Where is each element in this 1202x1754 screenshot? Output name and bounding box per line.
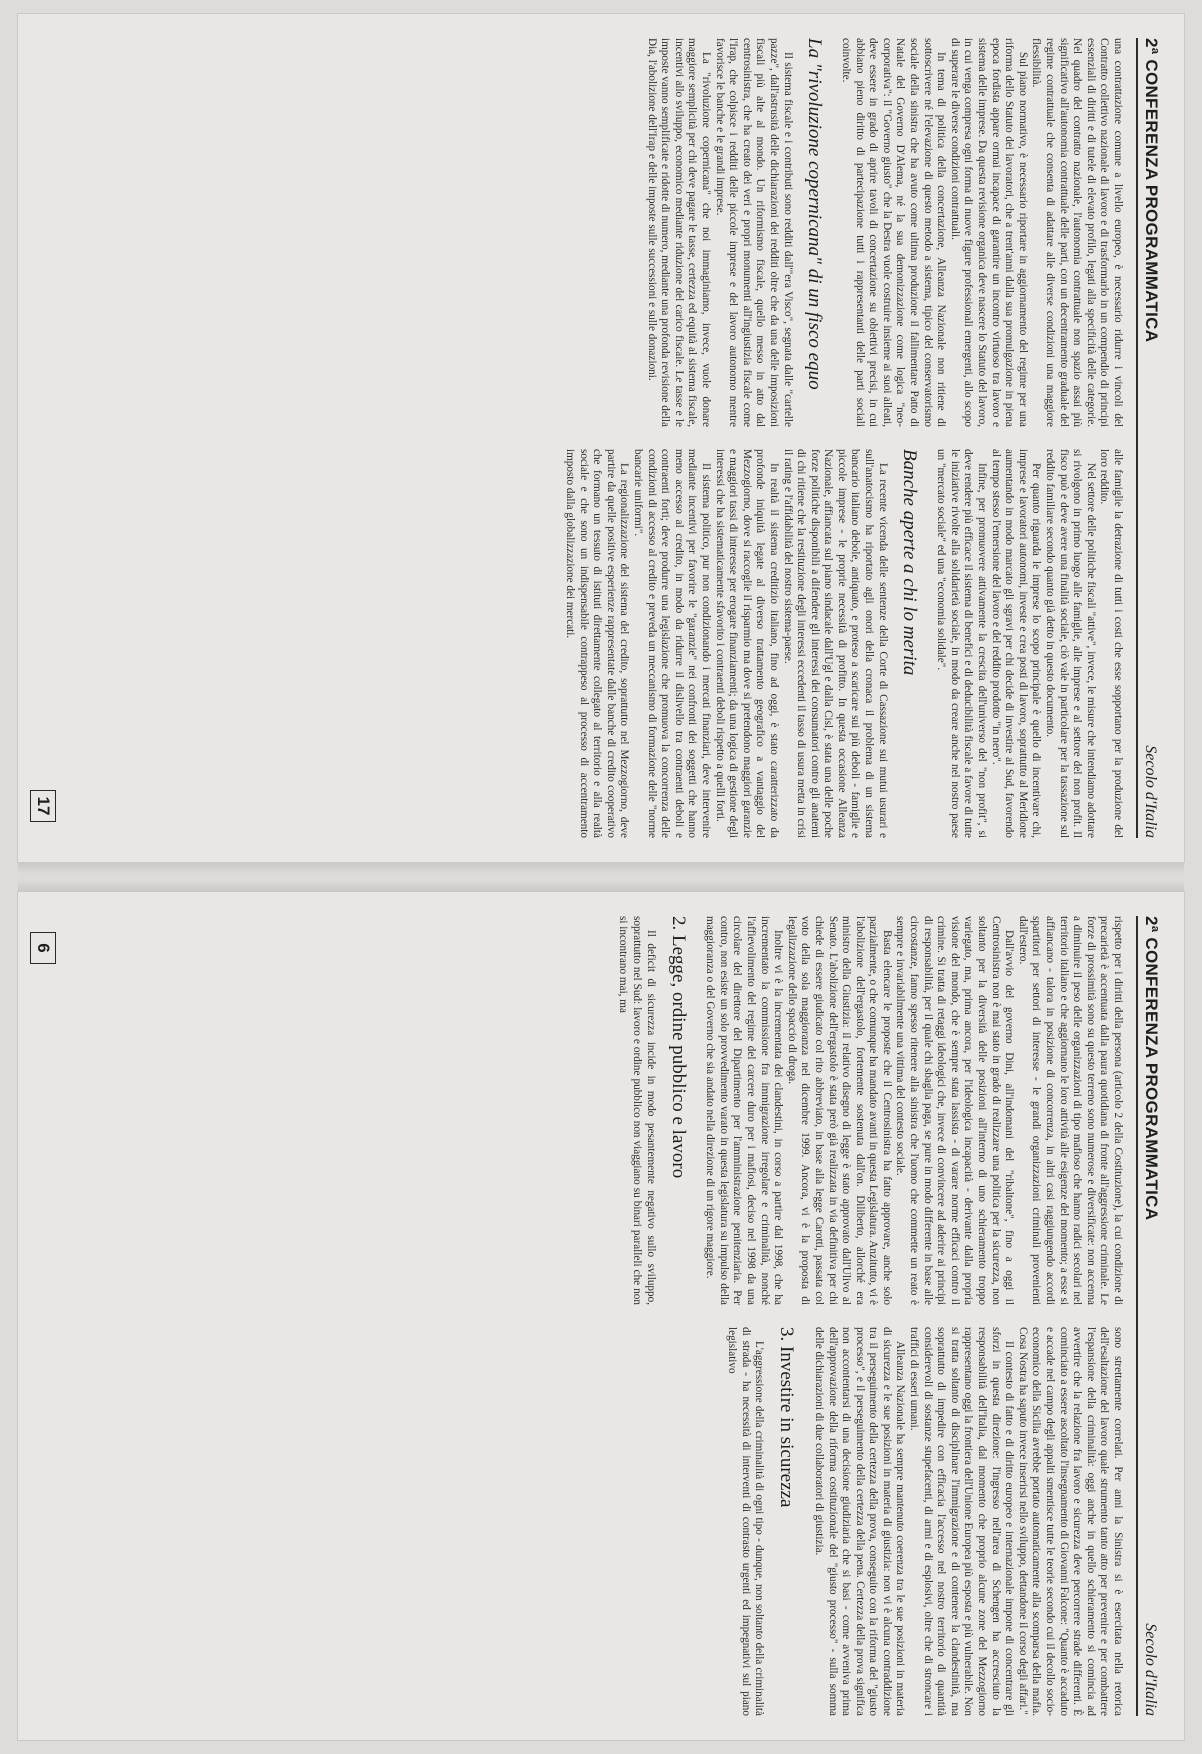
section-heading: La "rivoluzione copernicana" di un fisco equo bbox=[803, 38, 825, 390]
paragraph: Inoltre vi è la incrementata dei clandestini, in corso a partire dal 1998, che ha incrementato la commissione fra immigrazione irregolare e criminalità, nonché l'affievolimento del regime del carcere duro per i mafiosi, deciso nel 1998 da una circolare del direttore del Dipartimento per l'amministrazione penitenziaria. Per contro, non esiste un solo provvedimento varato in questa legislatura su impulso della maggioranza o del Governo che sia andato nella direzione di un rigore maggiore. bbox=[704, 916, 785, 1305]
section-heading: Banche aperte a chi lo merita bbox=[898, 449, 920, 676]
section-heading: 2. Legge, ordine pubblico e lavoro bbox=[667, 916, 689, 1179]
page-number: 6 bbox=[30, 932, 56, 964]
paragraph: Infine, per promuovere attivamente la crescita dell'universo del "non profit", si deve rendere più efficace il sistema di benefici e di deducibilità fiscale a favore di tutte le iniziative rivolte alla solidarietà sociale, in modo da creare anche nel nostro paese un "mercato sociale" ed una "economia solidale". bbox=[935, 449, 989, 838]
column-2 bbox=[74, 1327, 1124, 1716]
paragraph: La regionalizzazione del sistema del credito, soprattutto nel Mezzogiorno, deve partire da quelle positive esperienze rappresentate dalle banche di credito cooperativo che formano un tessuto di istituti direttamente collegato al territorio e alla realtà sociale e che sono un indispensabile contrappeso al processo di accentramento imposto dalla globalizzazione dei mercati. bbox=[564, 449, 631, 838]
paragraph: Sul piano normativo, è necessario riportare in aggiornamento del regime per una riforma dello Statuto dei lavoratori, che a trent'anni dalla sua promulgazione in piena epoca fordista appare ormai incapace di garantire un incontro virtuoso tra lavoro e sistema delle imprese. Da questa revisione organica deve nascere lo Statuto del lavoro, in cui venga compresa ogni forma di nuove figure professionali emergenti, allo scopo di superare le diverse condizioni contrattuali. bbox=[948, 38, 1029, 427]
column-1 bbox=[74, 38, 1124, 427]
text-columns bbox=[74, 38, 1124, 838]
paragraph: Per quanto riguarda le imprese lo scopo principale è quello di incentivare chi, imprese e lavoratori autonomi, investe e crea posti di lavoro, soprattutto al Meridione aumentando in modo marcato gli sgravi per chi decide di investire al Sud, favorendo al tempo stesso l'emersione del lavoro e del reddito prodotto "in nero". bbox=[989, 449, 1043, 838]
paragraph: L'aggressione della criminalità di ogni tipo - dunque, non soltanto della criminalità di strada - ha necessità di interventi di contrasto urgenti ed impegnativi sul piano legislativo bbox=[726, 1327, 766, 1716]
right-page bbox=[18, 892, 1184, 1740]
paragraph: La "rivoluzione copernicana" che noi immaginiamo, invece, vuole donare maggiore semplicità per chi deve pagare le tasse, certezza ed equità al sistema fiscale, incentivi allo sviluppo, economico mediante riduzione del carico fiscale. Le tasse e le imposte vanno semplificate e ridotte di numero, mediante una profonda revisione della Dia, l'abolizione dell'Irap e delle imposte sulle successioni e sulle donazioni. bbox=[645, 38, 712, 427]
brand-logo: Secolo d'Italia bbox=[1142, 745, 1159, 838]
section-title: 2ª CONFERENZA PROGRAMMATICA bbox=[1142, 916, 1161, 1221]
section-title: 2ª CONFERENZA PROGRAMMATICA bbox=[1142, 38, 1161, 343]
paragraph: In realtà il sistema creditizio italiano, fino ad oggi, è stato caratterizzato da profonde iniquità legate al diverso trattamento geografico a vantaggio del Mezzogiorno, dove si raccoglie il risparmio ma dove si pretendono maggiori garanzie e maggiori tassi di interesse per erogare finanziamenti; da una logica di gestione degli interessi che ha sistematicamente sfavorito i contraenti deboli rispetto a quelli forti. bbox=[713, 449, 780, 838]
paragraph: Il sistema politico, pur non condizionando i mercati finanziari, deve intervenire mediante incentivi per favorire le "garanzie" nei confronti dei soggetti che hanno meno accesso al credito, in modo da ridurre il dislivello tra contraenti deboli e contraenti forti; deve produrre una legislazione che promuova la concorrenza delle condizioni di accesso al credito e preveda un meccanismo di formazione delle "norme bancarie uniformi". bbox=[632, 449, 712, 838]
column-1 bbox=[74, 916, 1124, 1305]
paragraph: sono strettamente correlati. Per anni la Sinistra si è esercitata nella retorica dell'esaltazione del lavoro quale strumento tanto atto per prevenire e per combattere l'espansione della criminalità: oggi anche in quello schieramento si comincia ad avvertire che la relazione fra lavoro e sicurezza deve percorrere strade differenti. È cominciato a essere ascoltato l'insegnamento di Giovanni Falcone: "Quanto è accaduto e accade nel campo degli appalti smentisce tutte le teorie secondo cui il decollo socio-economico della Sicilia avrebbe portato automaticamente alla scomparsa della mafia. Cosa Nostra ha saputo invece inserirsi nello sviluppo, dettandone il corso degli affari." bbox=[1016, 1327, 1124, 1716]
paragraph: Dall'avvio del governo Dini, all'indomani del "ribaltone", fino a oggi il Centrosinistra non è mai stato in grado di realizzare una politica per la sicurezza, non soltanto per la diversità delle posizioni all'interno di uno schieramento troppo variegato, ma, prima ancora, per l'ideologica incapacità - derivante dalla propria visione del mondo, che è sempre stata lassista - di varare norme efficaci contro il crimine. Si tratta di retaggi ideologici che, invece di convincere ad aderire ai principi di responsabilità, per il quale chi sbaglia paga, se pure in modo differente in base alle circostanze, fanno spesso ritenere alla sinistra che l'uomo che commette un reato è sempre e invariabilmente una vittima del contesto sociale. bbox=[894, 916, 1016, 1305]
left-page bbox=[18, 14, 1184, 862]
paragraph: Basta elencare le proposte che il Centrosinistra ha fatto approvare, anche solo parzialmente, o che comunque ha mandato avanti in questa Legislatura. Anzitutto, vi è l'abolizione dell'ergastolo, fortemente sostenuta dall'on. Diliberto, allorché era ministro della Giustizia: il relativo disegno di legge è stato approvato dall'Ulivo al Senato. L'abolizione dell'ergastolo è stata però già realizzata in via definitiva per chi chiede di essere giudicato col rito abbreviato, in base alla legge Carotti, passata col voto della sola maggioranza nel dicembre 1999. Ancora, vi è la proposta di legalizzazione dello spaccio di droga. bbox=[785, 916, 893, 1305]
paragraph: Il sistema fiscale e i contributi sono redditi dall'"era Visco", segnata dalle "cartelle pazze", dall'astrusità delle dichiarazioni dei redditi oltre che da una delle imposizioni fiscali più alte al mondo. Un riformismo fiscale, quello messo in atto dal centrosinistra, che ha creato dei veri e propri monumenti all'ingiustizia fiscale come l'Irap, che colpisce i redditi delle piccole imprese e del lavoro autonomo mentre favorisce le banche e le grandi imprese. bbox=[713, 38, 794, 427]
paragraph: In tema di politica della concertazione, Alleanza Nazionale non ritiene di sottoscrivere né l'elevazione di questo metodo a sistema, tipico del conservatorismo sociale della sinistra che ha avuto come ultima produzione il fallimentare Patto di Natale del Governo D'Alema, né la sua demonizzazione come logica "neo-corporativa": il "Governo giusto" che la Destra vuole costruire insieme ai suoi alleati, deve essere in grado di aprire tavoli di concertazione su obiettivi precisi, in cui abbiano pieno diritto di partecipazione tutti i rappresentanti delle parti sociali coinvolte. bbox=[840, 38, 948, 427]
paragraph: una contrattazione comune a livello europeo, è necessario ridurre i vincoli del Contratto collettivo nazionale di lavoro e di trasformarlo in un compendio di principi essenziali di diritti e di tutele di elevato profilo, legati alla specificità delle categorie. Nel quadro del contratto nazionale, l'autonomia contrattuale non spazio assai più significativo all'autonomia contrattuale delle parti, con un decentramento graduale del regime contrattuale che consenta di adattare alle diverse condizioni una maggiore flessibilità. bbox=[1030, 38, 1124, 427]
page-number: 17 bbox=[30, 790, 56, 822]
brand-logo: Secolo d'Italia bbox=[1142, 1623, 1159, 1716]
paragraph: Alleanza Nazionale ha sempre mantenuto coerenza tra le sue posizioni in materia di sicurezza e le sue posizioni in materia di giustizia: non vi è alcuna contraddizione tra il perseguimento della certezza della prova, conseguito con la riforma del "giusto processo", e il perseguimento della certezza della pena. Certezza della prova significa non accontentarsi di una decisione giudiziaria che si basi - come avveniva prima dell'approvazione della riforma costituzionale del "giusto processo" - sulla somma delle dichiarazioni di due collaboratori di giustizia. bbox=[812, 1327, 907, 1716]
paragraph: Il contesto di fatto e di diritto europeo e internazionale impone di concentrare gli sforzi in questa direzione: l'ingresso nell'area di Schengen ha accresciuto la responsabilità dell'Italia, dal momento che proprio alcune zone del Mezzogiorno rappresentano oggi la frontiera dell'Unione Europea più esposta e più vulnerabile. Non si tratta soltanto di disciplinare l'immigrazione e di contenere la clandestinità, ma soprattutto di impedire con efficacia l'accesso nel nostro territorio di quantità considerevoli di sostanze stupefacenti, di armi e di esplosivi, oltre che di stroncare i traffici di esseri umani. bbox=[908, 1327, 1016, 1716]
text-columns bbox=[74, 916, 1124, 1716]
paragraph: rispetto per i diritti della persona (articolo 2 della Costituzione), la cui condizione di precarietà è accentuata dalla paura quotidiana di fronte all'aggressione criminale. Le forze di prossimità sono su questo terreno sono numerose e diversificate: non accenna a diminuire il peso delle organizzazioni di tipo mafioso che hanno radici secolari nel territorio italiano e che aggiornano le loro attività alle esigenze del momento; a esse si affiancano - talora in posizione di concorrenza, in altri casi raggiungendo accordi spartitori per settori di interesse - le grandi organizzazioni criminali provenienti dall'estero. bbox=[1016, 916, 1124, 1305]
paragraph: Il deficit di sicurezza incide in modo pesantemente negativo sullo sviluppo, soprattutto nel Sud: lavoro e ordine pubblico non viaggiano su binari paralleli che non si incontrano mai, ma bbox=[617, 916, 657, 1305]
page-header bbox=[1136, 916, 1170, 1716]
page-header bbox=[1136, 38, 1170, 838]
binding-gutter bbox=[18, 862, 1184, 892]
column-2 bbox=[74, 449, 1124, 838]
section-heading: 3. Investire in sicurezza bbox=[776, 1327, 798, 1508]
paragraph: alle famiglie la detrazione di tutti i costi che esse sopportano per la produzione del loro reddito. bbox=[1098, 449, 1124, 838]
paragraph: La recente vicenda delle sentenze della Corte di Cassazione sui mutui usurari e sull'anatocismo ha riportato agli onori della cronaca il problema di un sistema bancario italiano debole, antiquato, e proteso a scaricare sui più deboli - famiglie e piccole imprese - le proprie necessità di profitto. In questa occasione Alleanza Nazionale, affiancata sul piano sindacale dall'Ugl e dalla Cisl, è stata una delle poche forze politiche disponibili a difendere gli interessi dei consumatori contro gli anatemi di chi ritiene che la restituzione degli interessi eccedenti il tasso di usura metta in crisi il rating e l'affidabilità del nostro sistema-paese. bbox=[781, 449, 889, 838]
paragraph: Nel settore delle politiche fiscali "attive", invece, le misure che intendiamo adottare si rivolgono in primo luogo alle famiglie, alle imprese e al settore del non profit. Il fisco può e deve avere una finalità sociale, ciò vale in particolare per la tassazione sul reddito familiare secondo quanto già detto in questo documento. bbox=[1044, 449, 1097, 838]
